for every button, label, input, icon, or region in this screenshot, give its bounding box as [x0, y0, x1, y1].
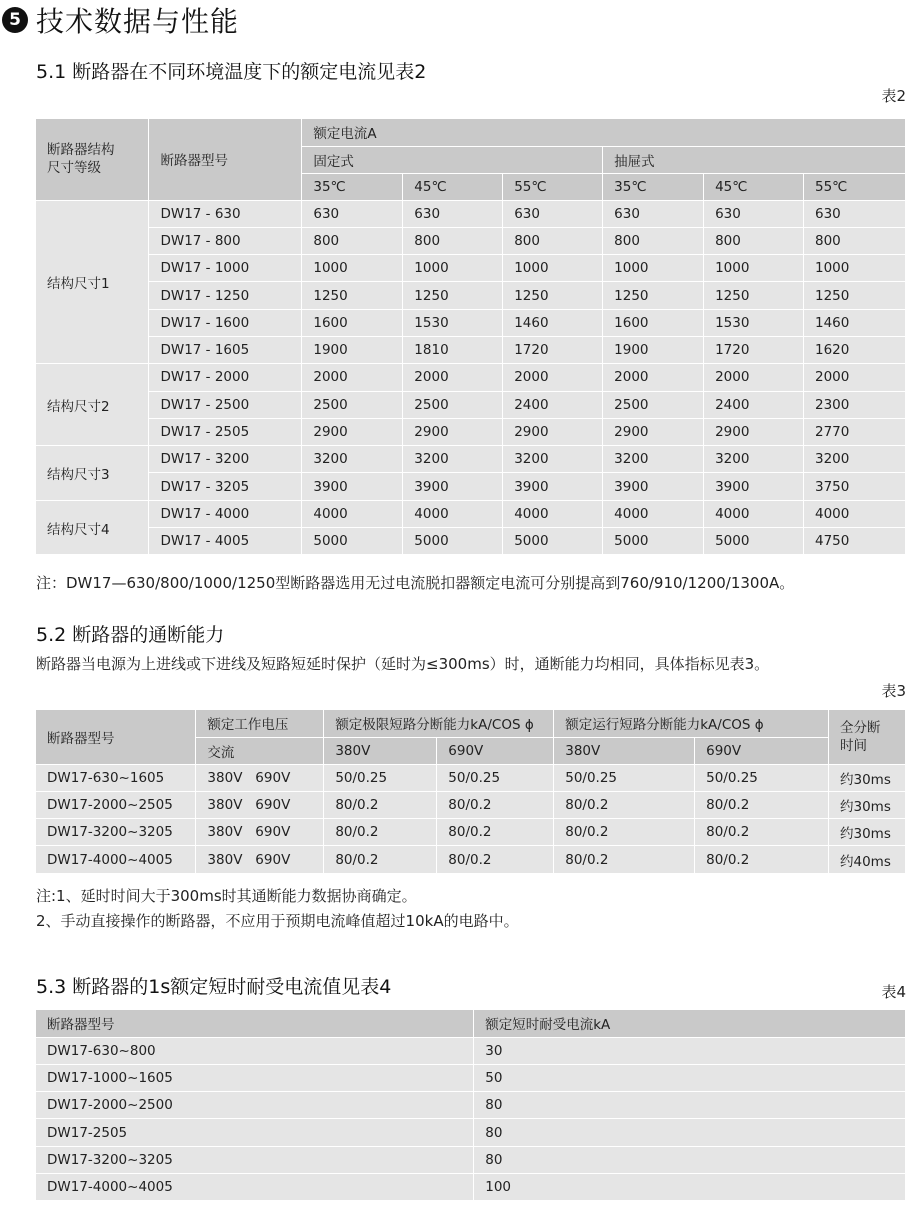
current-cell: 2900 — [302, 418, 403, 445]
break-time-cell: 约30ms — [829, 791, 906, 818]
current-cell: 800 — [503, 227, 603, 254]
header-voltage: 690V — [437, 737, 554, 764]
current-cell: 800 — [302, 227, 403, 254]
header-voltage: 380V — [324, 737, 437, 764]
model-cell: DW17 - 2505 — [149, 418, 302, 445]
model-cell: DW17 - 3200 — [149, 446, 302, 473]
voltage-cell: 380V 690V — [196, 764, 324, 791]
current-cell: 1000 — [503, 255, 603, 282]
limit-690-cell: 50/0.25 — [437, 764, 554, 791]
current-cell: 630 — [803, 200, 905, 227]
current-cell: 3900 — [503, 473, 603, 500]
header-rated-voltage: 额定工作电压 — [196, 710, 324, 737]
current-cell: 3200 — [803, 446, 905, 473]
header-temp: 45℃ — [704, 173, 804, 200]
current-cell: 1900 — [603, 336, 704, 363]
header-ac: 交流 — [196, 737, 324, 764]
current-cell: 4000 — [803, 500, 905, 527]
model-cell: DW17 - 2000 — [149, 364, 302, 391]
page-title: 技术数据与性能 — [36, 5, 240, 38]
section-5-3-heading: 5.3 断路器的1s额定短时耐受电流值见表4 — [36, 976, 392, 998]
header-service-breaking: 额定运行短路分断能力kA/COS ϕ — [554, 710, 829, 737]
table-row — [36, 846, 906, 873]
service-690-cell: 50/0.25 — [695, 764, 829, 791]
current-cell: 3900 — [403, 473, 503, 500]
current-cell: 1250 — [503, 282, 603, 309]
limit-690-cell: 80/0.2 — [437, 819, 554, 846]
current-cell: 4000 — [704, 500, 804, 527]
current-cell: 5000 — [302, 528, 403, 555]
current-cell: 2300 — [803, 391, 905, 418]
model-cell: DW17 - 4005 — [149, 528, 302, 555]
current-cell: 2000 — [803, 364, 905, 391]
break-time-cell: 约30ms — [829, 819, 906, 846]
section-number-badge: 5 — [2, 7, 28, 33]
table-2-note: 注：DW17—630/800/1000/1250型断路器选用无过电流脱扣器额定电流可分别提高到760/910/1200/1300A。 — [36, 574, 795, 592]
header-fixed: 固定式 — [302, 146, 603, 173]
current-cell: 3200 — [403, 446, 503, 473]
header-voltage: 690V — [695, 737, 829, 764]
table-row — [36, 336, 906, 363]
header-model: 断路器型号 — [36, 710, 196, 764]
model-cell: DW17 - 2500 — [149, 391, 302, 418]
short-time-current-cell: 30 — [474, 1037, 906, 1064]
current-cell: 1000 — [603, 255, 704, 282]
current-cell: 4000 — [603, 500, 704, 527]
model-cell: DW17-4000~4005 — [36, 846, 196, 873]
current-cell: 2500 — [302, 391, 403, 418]
current-cell: 1530 — [403, 309, 503, 336]
current-cell: 800 — [403, 227, 503, 254]
current-cell: 1250 — [302, 282, 403, 309]
model-cell: DW17 - 4000 — [149, 500, 302, 527]
header-temp: 45℃ — [403, 173, 503, 200]
current-cell: 3900 — [704, 473, 804, 500]
table-2 — [36, 119, 906, 555]
service-690-cell: 80/0.2 — [695, 791, 829, 818]
table-row — [36, 1037, 906, 1064]
current-cell: 1460 — [503, 309, 603, 336]
current-cell: 1250 — [603, 282, 704, 309]
short-time-current-cell: 80 — [474, 1146, 906, 1173]
current-cell: 3200 — [503, 446, 603, 473]
current-cell: 1900 — [302, 336, 403, 363]
short-time-current-cell: 100 — [474, 1173, 906, 1200]
section-5-2-description: 断路器当电源为上进线或下进线及短路短延时保护（延时为≤300ms）时，通断能力均相同，具体指标见表3。 — [36, 655, 770, 673]
short-time-current-cell: 80 — [474, 1092, 906, 1119]
break-time-cell: 约30ms — [829, 764, 906, 791]
current-cell: 2000 — [704, 364, 804, 391]
table-row — [36, 255, 906, 282]
limit-690-cell: 80/0.2 — [437, 791, 554, 818]
table-row — [36, 1092, 906, 1119]
table-4-label: 表4 — [881, 983, 906, 1001]
current-cell: 1250 — [403, 282, 503, 309]
current-cell: 2500 — [403, 391, 503, 418]
current-cell: 1720 — [503, 336, 603, 363]
section-5-1-heading: 5.1 断路器在不同环境温度下的额定电流见表2 — [36, 61, 427, 83]
limit-380-cell: 80/0.2 — [324, 791, 437, 818]
current-cell: 1000 — [803, 255, 905, 282]
table-row — [36, 364, 906, 391]
limit-380-cell: 80/0.2 — [324, 819, 437, 846]
current-cell: 2000 — [302, 364, 403, 391]
current-cell: 1460 — [803, 309, 905, 336]
current-cell: 4000 — [302, 500, 403, 527]
table-row — [36, 500, 906, 527]
header-size-class: 断路器结构 尺寸等级 — [36, 119, 149, 200]
table-row — [36, 473, 906, 500]
table-row — [36, 1173, 906, 1200]
size-class-cell: 结构尺寸2 — [36, 364, 149, 446]
current-cell: 4750 — [803, 528, 905, 555]
table-3-label: 表3 — [881, 682, 906, 700]
current-cell: 5000 — [403, 528, 503, 555]
table-3-note-2: 2、手动直接操作的断路器，不应用于预期电流峰值超过10kA的电路中。 — [36, 912, 519, 930]
model-cell: DW17-2000~2500 — [36, 1092, 474, 1119]
header-temp: 35℃ — [302, 173, 403, 200]
current-cell: 2900 — [403, 418, 503, 445]
model-cell: DW17 - 630 — [149, 200, 302, 227]
model-cell: DW17 - 3205 — [149, 473, 302, 500]
header-limit-breaking: 额定极限短路分断能力kA/COS ϕ — [324, 710, 554, 737]
model-cell: DW17-1000~1605 — [36, 1064, 474, 1091]
table-row — [36, 1064, 906, 1091]
model-cell: DW17-2505 — [36, 1119, 474, 1146]
current-cell: 2500 — [603, 391, 704, 418]
service-380-cell: 80/0.2 — [554, 819, 695, 846]
current-cell: 2400 — [704, 391, 804, 418]
model-cell: DW17-2000~2505 — [36, 791, 196, 818]
current-cell: 1250 — [803, 282, 905, 309]
voltage-cell: 380V 690V — [196, 791, 324, 818]
size-class-cell: 结构尺寸1 — [36, 200, 149, 364]
service-690-cell: 80/0.2 — [695, 819, 829, 846]
table-4 — [36, 1010, 906, 1201]
model-cell: DW17-3200~3205 — [36, 819, 196, 846]
size-class-cell: 结构尺寸4 — [36, 500, 149, 555]
current-cell: 2770 — [803, 418, 905, 445]
current-cell: 2900 — [603, 418, 704, 445]
current-cell: 800 — [704, 227, 804, 254]
size-class-cell: 结构尺寸3 — [36, 446, 149, 501]
current-cell: 3750 — [803, 473, 905, 500]
current-cell: 1250 — [704, 282, 804, 309]
header-temp: 55℃ — [803, 173, 905, 200]
model-cell: DW17-630~800 — [36, 1037, 474, 1064]
short-time-current-cell: 80 — [474, 1119, 906, 1146]
current-cell: 1720 — [704, 336, 804, 363]
service-690-cell: 80/0.2 — [695, 846, 829, 873]
current-cell: 1810 — [403, 336, 503, 363]
header-break-time: 全分断 时间 — [829, 710, 906, 764]
current-cell: 800 — [603, 227, 704, 254]
table-row — [36, 446, 906, 473]
table-row — [36, 791, 906, 818]
header-model: 断路器型号 — [149, 119, 302, 200]
header-rated-current: 额定电流A — [302, 119, 906, 146]
current-cell: 800 — [803, 227, 905, 254]
service-380-cell: 80/0.2 — [554, 846, 695, 873]
header-model: 断路器型号 — [36, 1010, 474, 1037]
current-cell: 1620 — [803, 336, 905, 363]
model-cell: DW17 - 1250 — [149, 282, 302, 309]
service-380-cell: 80/0.2 — [554, 791, 695, 818]
current-cell: 3900 — [603, 473, 704, 500]
table-3-note-1: 注:1、延时时间大于300ms时其通断能力数据协商确定。 — [36, 887, 417, 905]
current-cell: 630 — [302, 200, 403, 227]
current-cell: 1000 — [403, 255, 503, 282]
model-cell: DW17 - 1605 — [149, 336, 302, 363]
table-row — [36, 1119, 906, 1146]
model-cell: DW17 - 800 — [149, 227, 302, 254]
header-temp: 55℃ — [503, 173, 603, 200]
current-cell: 1530 — [704, 309, 804, 336]
table-row — [36, 418, 906, 445]
current-cell: 4000 — [503, 500, 603, 527]
table-2-label: 表2 — [881, 87, 906, 105]
limit-380-cell: 50/0.25 — [324, 764, 437, 791]
current-cell: 630 — [403, 200, 503, 227]
table-row — [36, 309, 906, 336]
header-temp: 35℃ — [603, 173, 704, 200]
current-cell: 630 — [503, 200, 603, 227]
current-cell: 1600 — [603, 309, 704, 336]
current-cell: 3200 — [302, 446, 403, 473]
header-drawout: 抽屉式 — [603, 146, 906, 173]
current-cell: 2900 — [704, 418, 804, 445]
header-voltage: 380V — [554, 737, 695, 764]
table-row — [36, 200, 906, 227]
section-5-2-heading: 5.2 断路器的通断能力 — [36, 624, 225, 646]
current-cell: 1600 — [302, 309, 403, 336]
current-cell: 2900 — [503, 418, 603, 445]
limit-690-cell: 80/0.2 — [437, 846, 554, 873]
current-cell: 2400 — [503, 391, 603, 418]
model-cell: DW17-630~1605 — [36, 764, 196, 791]
model-cell: DW17-4000~4005 — [36, 1173, 474, 1200]
table-row — [36, 819, 906, 846]
current-cell: 5000 — [603, 528, 704, 555]
model-cell: DW17 - 1600 — [149, 309, 302, 336]
current-cell: 5000 — [503, 528, 603, 555]
table-row — [36, 764, 906, 791]
section-title-bar — [2, 0, 239, 40]
table-row — [36, 227, 906, 254]
current-cell: 630 — [603, 200, 704, 227]
current-cell: 2000 — [603, 364, 704, 391]
current-cell: 3200 — [704, 446, 804, 473]
model-cell: DW17 - 1000 — [149, 255, 302, 282]
header-short-time-current: 额定短时耐受电流kA — [474, 1010, 906, 1037]
table-row — [36, 282, 906, 309]
table-3 — [36, 710, 906, 874]
limit-380-cell: 80/0.2 — [324, 846, 437, 873]
current-cell: 1000 — [302, 255, 403, 282]
current-cell: 3200 — [603, 446, 704, 473]
service-380-cell: 50/0.25 — [554, 764, 695, 791]
table-row — [36, 528, 906, 555]
short-time-current-cell: 50 — [474, 1064, 906, 1091]
current-cell: 5000 — [704, 528, 804, 555]
current-cell: 630 — [704, 200, 804, 227]
table-row — [36, 391, 906, 418]
current-cell: 2000 — [503, 364, 603, 391]
current-cell: 1000 — [704, 255, 804, 282]
current-cell: 4000 — [403, 500, 503, 527]
break-time-cell: 约40ms — [829, 846, 906, 873]
model-cell: DW17-3200~3205 — [36, 1146, 474, 1173]
table-row — [36, 1146, 906, 1173]
current-cell: 3900 — [302, 473, 403, 500]
voltage-cell: 380V 690V — [196, 819, 324, 846]
current-cell: 2000 — [403, 364, 503, 391]
voltage-cell: 380V 690V — [196, 846, 324, 873]
